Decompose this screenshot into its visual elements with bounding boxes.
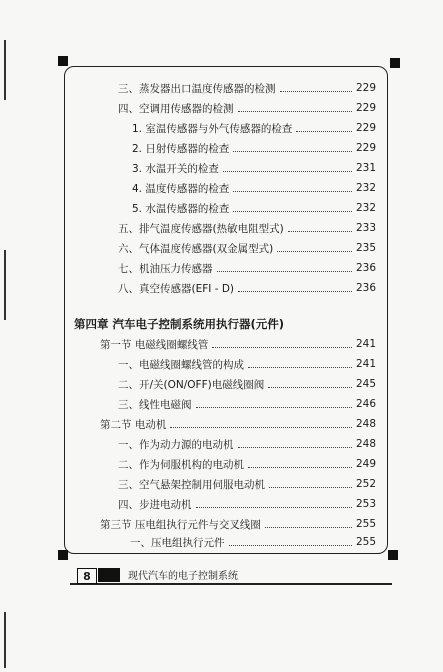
chapter-heading: 第四章 汽车电子控制系统用执行器(元件) [74,317,285,331]
scan-edge-line [4,40,6,100]
toc-entry: 三、蒸发器出口温度传感器的检测 229 [118,82,376,95]
toc-entry: 一、作为动力源的电动机 248 [118,438,376,451]
corner-mark-bottom-left [58,550,68,560]
toc-entry: 八、真空传感器(EFI - D) 236 [118,282,376,295]
toc-entry: 一、压电组执行元件 255 [130,536,376,549]
toc-entry: 二、开/关(ON/OFF)电磁线圈阀 245 [118,378,376,391]
footer-decor-bar [98,568,120,582]
toc-entry: 六、气体温度传感器(双金属型式) 235 [118,242,376,255]
section-entry: 第二节 电动机 248 [100,418,376,431]
section-entry: 第一节 电磁线圈螺线管 241 [100,338,376,351]
toc-entry: 四、空调用传感器的检测 229 [118,102,376,115]
toc-entry: 2. 日射传感器的检查 229 [132,142,376,155]
section-entry: 第三节 压电组执行元件与交叉线圈 255 [100,518,376,531]
toc-entry: 四、步进电动机 253 [118,498,376,511]
toc-entry: 三、空气悬架控制用伺服电动机 252 [118,478,376,491]
toc-entry: 5. 水温传感器的检查 232 [132,202,376,215]
toc-entry: 1. 室温传感器与外气传感器的检查 229 [132,122,376,135]
toc-entry: 七、机油压力传感器 236 [118,262,376,275]
corner-mark-bottom-right [388,550,398,560]
corner-mark-top-left [58,56,68,66]
toc-entry: 3. 水温开关的检查 231 [132,162,376,175]
corner-mark-top-right [390,58,400,68]
footer-book-title: 现代汽车的电子控制系统 [128,571,238,582]
footer-rule [70,583,392,585]
scan-edge-line [4,250,6,320]
toc-entry: 五、排气温度传感器(热敏电阻型式) 233 [118,222,376,235]
toc-entry: 三、线性电磁阀 246 [118,398,376,411]
toc-entry: 4. 温度传感器的检查 232 [132,182,376,195]
toc-entry: 二、作为伺服机构的电动机 249 [118,458,376,471]
scan-edge-line [4,612,6,668]
footer-page-number: 8 [77,568,97,584]
toc-entry: 一、电磁线圈螺线管的构成 241 [118,358,376,371]
